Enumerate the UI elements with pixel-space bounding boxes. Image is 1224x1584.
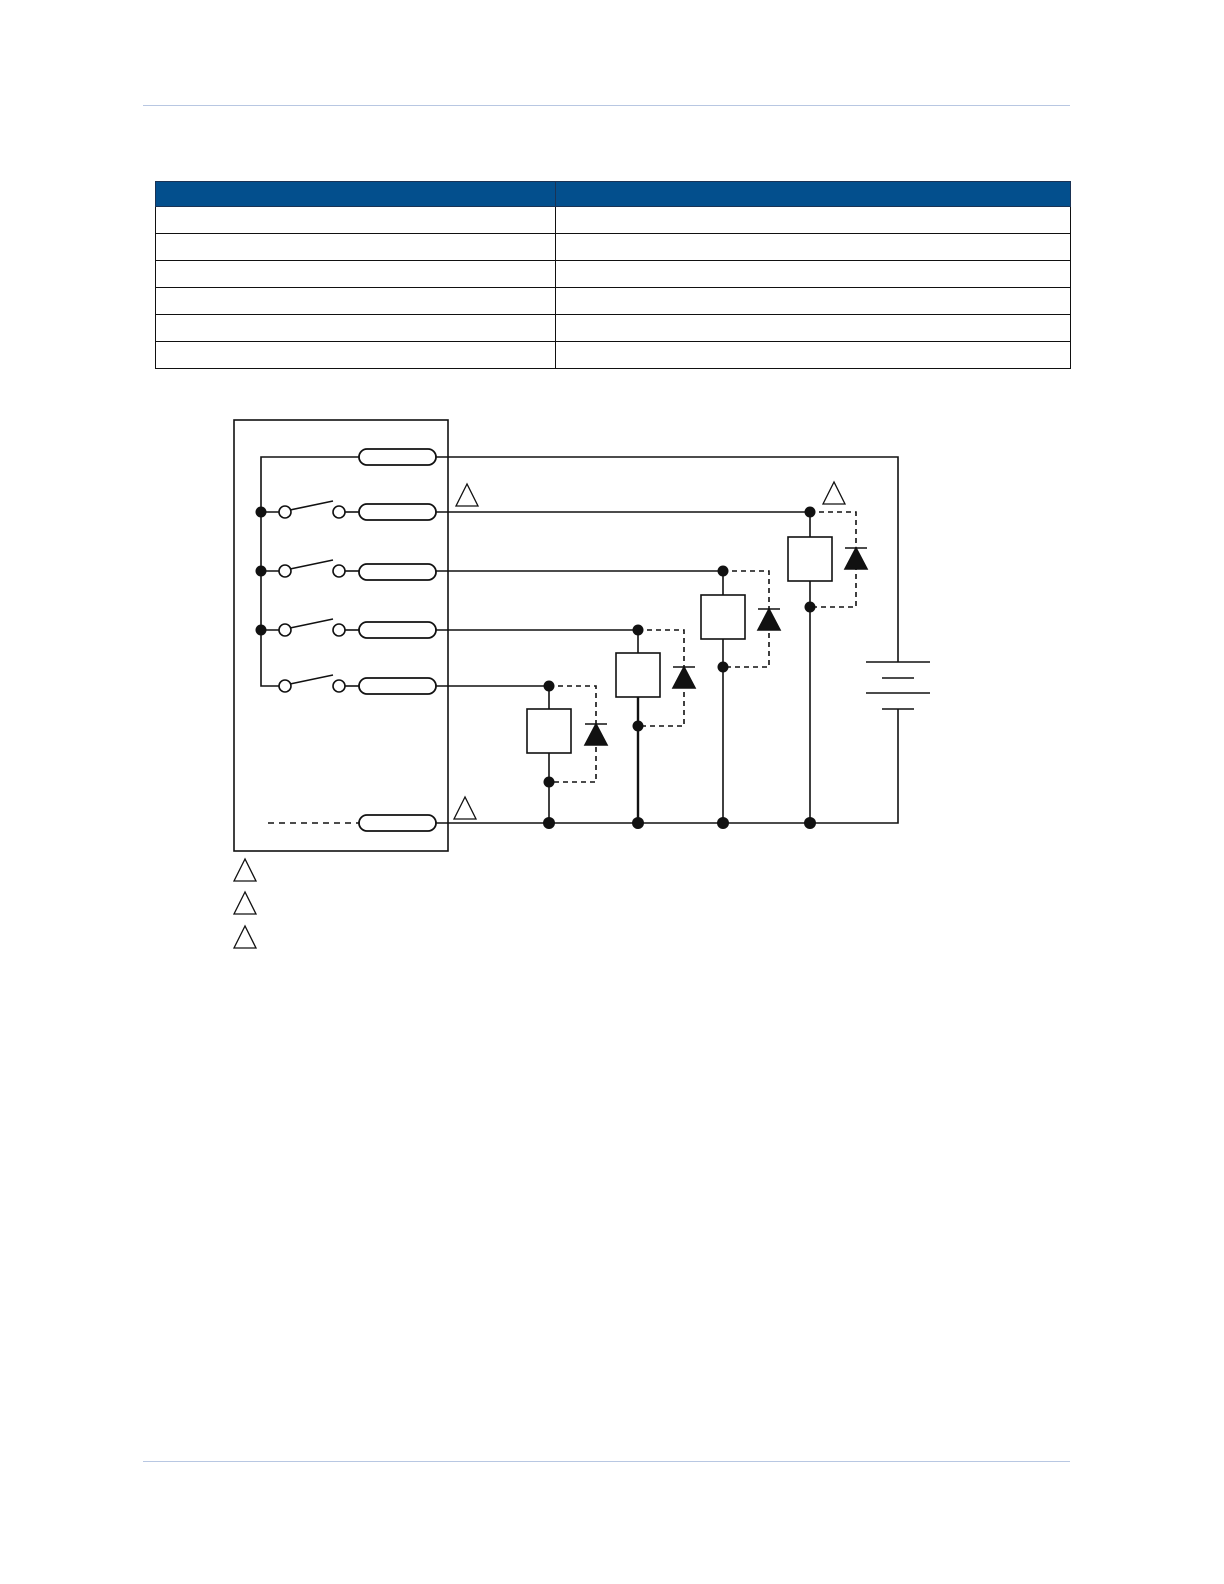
footer-rule (143, 1461, 1070, 1462)
relay-coil (527, 709, 571, 753)
flyback-diode-icon (585, 724, 607, 745)
terminal-group (359, 449, 436, 831)
terminal (359, 815, 436, 831)
contact-switch (279, 619, 359, 636)
warning-triangle-icon (456, 484, 478, 506)
contact-switch (279, 501, 359, 518)
relay-coil (616, 653, 660, 697)
relay-coil (701, 595, 745, 639)
terminal (359, 504, 436, 520)
relay-1 (527, 681, 607, 824)
warning-triangle-icon (454, 797, 476, 819)
flyback-diode-icon (845, 548, 867, 569)
terminal (359, 678, 436, 694)
relay-4 (788, 507, 867, 824)
relay-coil (788, 537, 832, 581)
terminal (359, 449, 436, 465)
contact-switch (279, 560, 359, 577)
flyback-diode-icon (673, 667, 695, 688)
terminal (359, 622, 436, 638)
terminal (359, 564, 436, 580)
relay-2 (616, 625, 695, 824)
warning-triangle-icon (234, 892, 256, 914)
warning-triangle-icon (234, 926, 256, 948)
relay-3 (701, 566, 780, 824)
battery-icon (866, 662, 930, 709)
flyback-diode-icon (758, 609, 780, 630)
contact-switch (279, 675, 359, 692)
warning-triangle-icon (234, 859, 256, 881)
warning-triangle-icon (823, 482, 845, 504)
